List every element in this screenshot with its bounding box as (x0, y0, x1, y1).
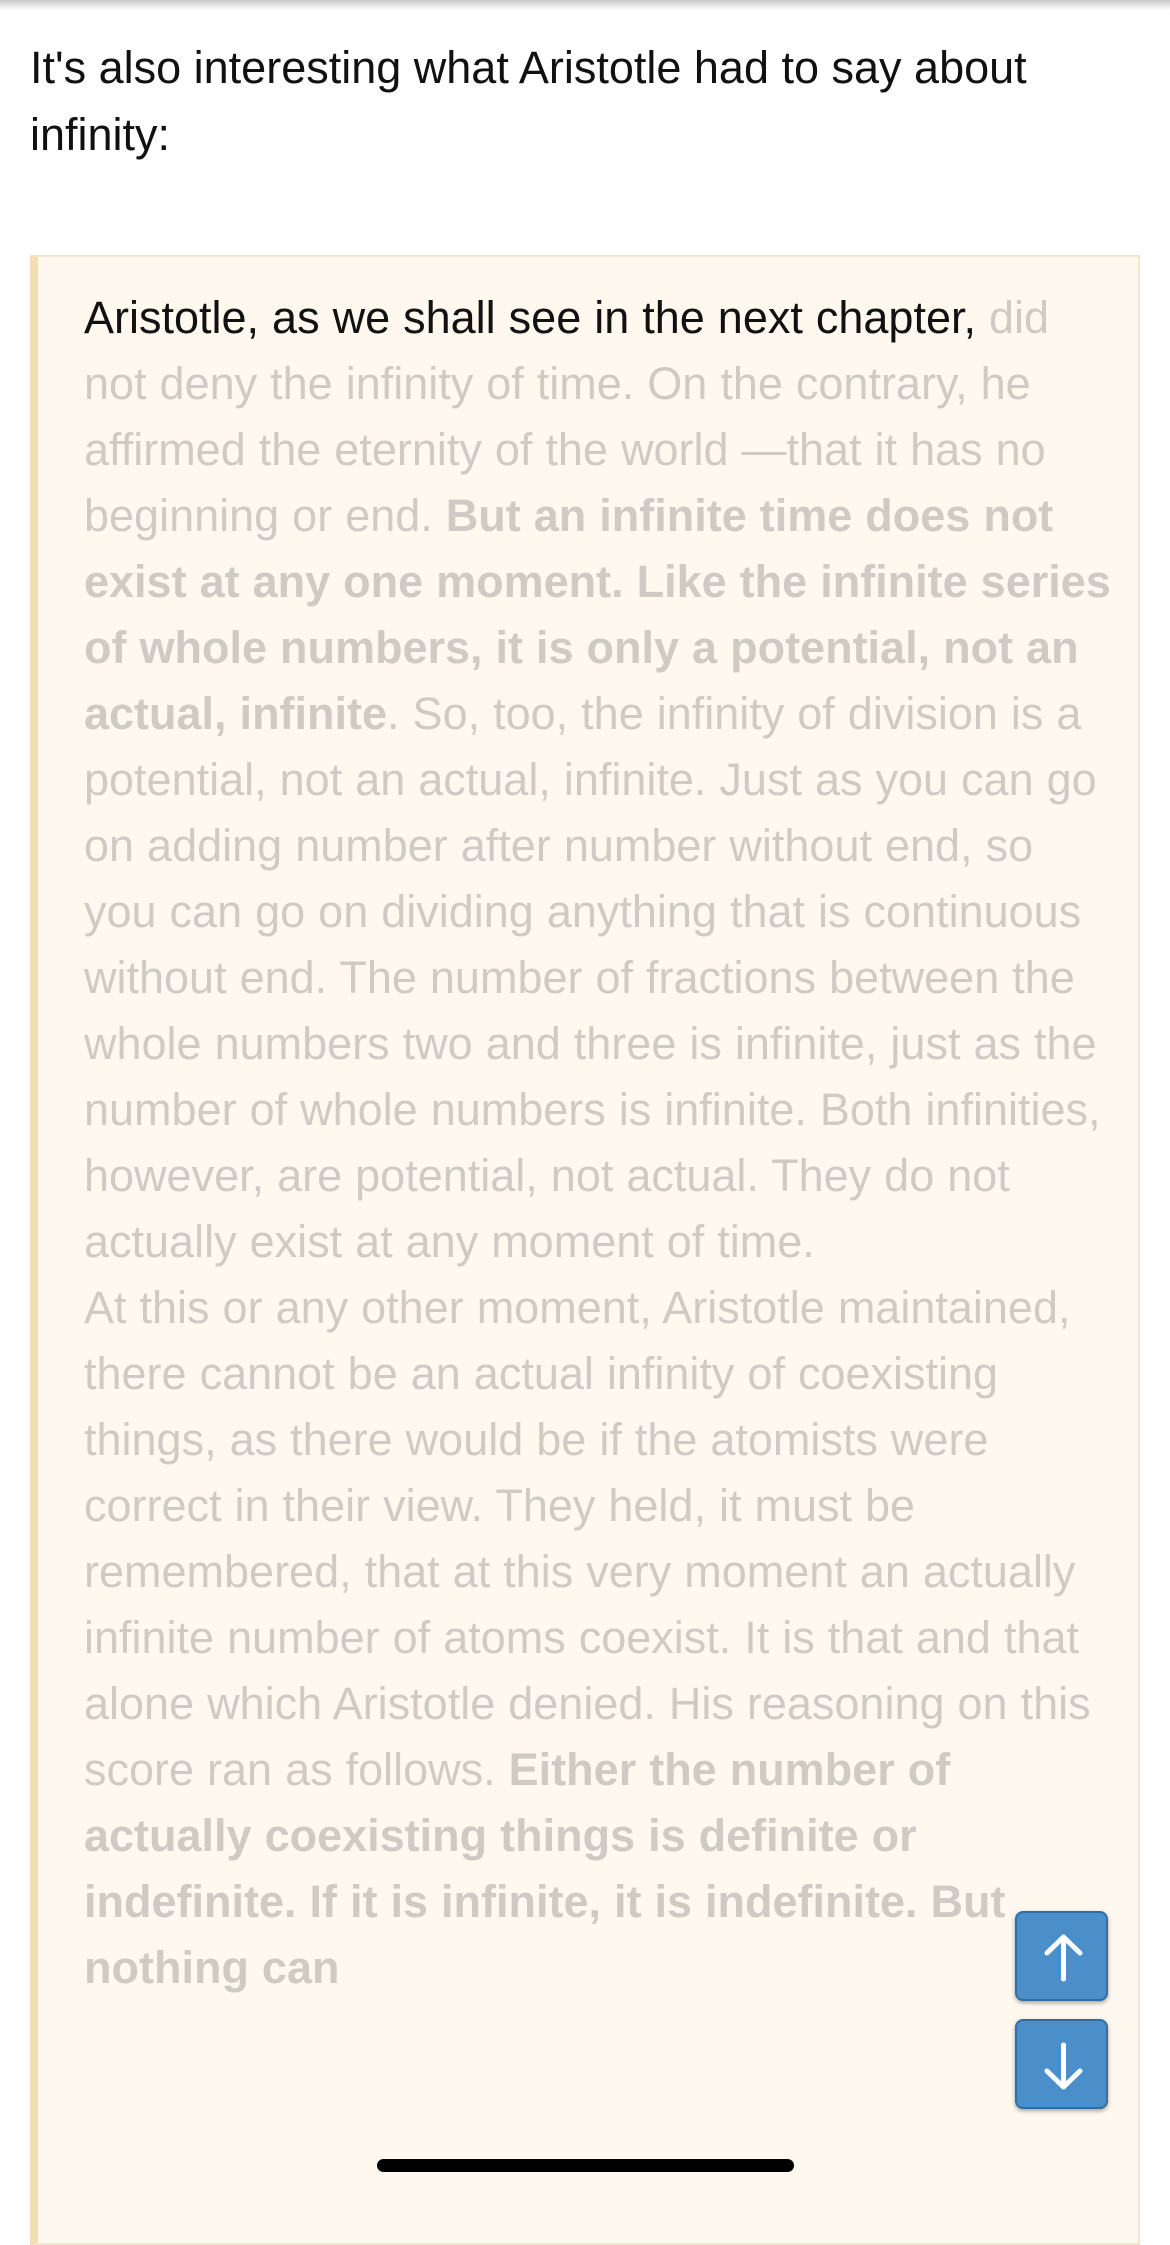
scroll-down-button[interactable] (1015, 2019, 1108, 2109)
blockquote (30, 255, 1140, 2245)
quote-text-run: . So, too, the infinity of division is a potential, not an actual, infinite. Just as you can go on adding number after number without end, so you can go on dividing anything that is continuous without end. The number of fractions between the whole numbers two and three is infinite, just as the number of whole numbers is infinite. Both infinities, however, are potential, not actual. They do not actually exist at any moment of time. (84, 688, 1101, 1267)
quote-text-run: did not deny the infinity of time. On the contrary, he affirmed the eternity of the world —that it has no beginning or end. (84, 292, 1050, 541)
arrow-down-icon (1017, 2021, 1110, 2111)
quote-bold-run: Either the number of actually coexisting things is definite or indefinite. If it is infinite, it is indefinite. But nothing can (84, 1744, 1006, 1993)
top-shadow (0, 0, 1170, 10)
quote-paragraph-2: At this or any other moment, Aristotle maintained, there cannot be an actual infinity of coexisting things, as there would be if the atomists were correct in their view. They held, it must be remembered, that at this very moment an actually infinite number of atoms coexist. It is that and that alone which Aristotle denied. His reasoning on this score ran as follows. (84, 1282, 1091, 1795)
quote-paragraph (84, 285, 1114, 2001)
home-indicator (377, 2159, 794, 2172)
quote-bold-run: But an infinite time does not exist at any one moment. Like the infinite series of whole numbers, it is only a potential, not an actual, infinite (84, 490, 1111, 739)
scroll-up-button[interactable] (1015, 1911, 1108, 2001)
arrow-up-icon (1017, 1913, 1110, 2003)
quote-first-line: Aristotle, as we shall see in the next chapter, (84, 292, 976, 343)
intro-paragraph: It's also interesting what Aristotle had to say about infinity: (30, 42, 1027, 160)
